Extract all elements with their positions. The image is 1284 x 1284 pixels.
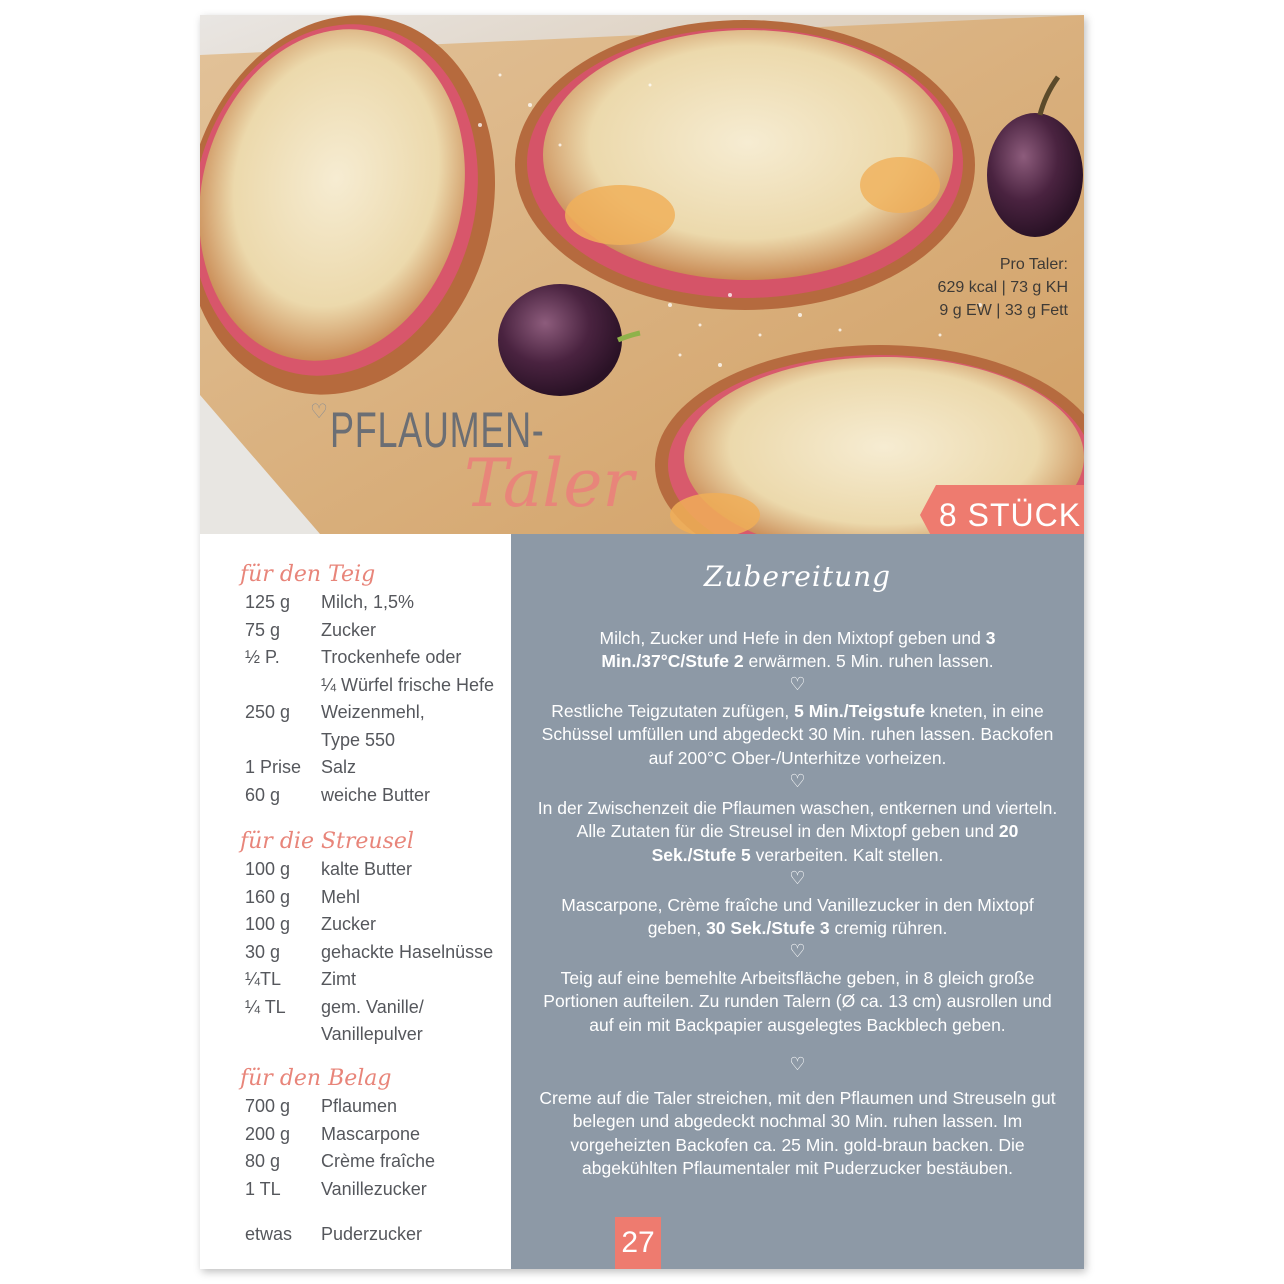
step-setting: 20 Sek./Stufe 5: [651, 821, 1019, 865]
ingredient-group-heading: für die Streusel: [240, 829, 414, 854]
ingredient-name: gehackte Haselnüsse: [321, 941, 494, 962]
ingredient-row: [245, 1176, 427, 1204]
ingredient-row: [245, 1148, 435, 1176]
ingredient-row: [245, 1093, 397, 1121]
step-text: Mascarpone, Crème fraîche und Vanillezucker in den Mixtopf geben,: [561, 895, 1034, 939]
ingredient-amount: 1 Prise: [245, 757, 302, 777]
ingredient-row: [245, 1221, 422, 1249]
ingredient-amount: 75 g: [245, 619, 281, 640]
ingredient-name: Trockenhefe oder: [321, 647, 462, 667]
step-text: In der Zwischenzeit die Pflaumen waschen, entkernen und vierteln. Alle Zutaten für die Streusel in den Mixtopf geben und: [537, 798, 1058, 842]
preparation-title: Zubereitung: [703, 560, 892, 593]
ingredient-row: [245, 911, 376, 939]
step-text: Teig auf eine bemehlte Arbeitsfläche geben, in 8 gleich große Portionen aufteilen. Zu runden Talern (Ø ca. 13 cm) ausrollen und auf ein mit Backpapier ausgelegtes Backblech geben.: [543, 968, 1052, 1035]
step-setting: 3 Min./37°C/Stufe 2: [601, 628, 996, 672]
ingredient-row: [245, 884, 360, 912]
ingredient-amount: 200 g: [245, 1123, 291, 1144]
ingredient-row: [245, 672, 494, 700]
step-text: kneten, in eine Schüssel umfüllen und abgedeckt 30 Min. ruhen lassen. Backofen auf 200°C Ober-/Unterhitze vorheizen.: [541, 701, 1054, 768]
ingredient-name: kalte Butter: [321, 859, 413, 879]
step-text: Milch, Zucker und Hefe in den Mixtopf geben und: [599, 628, 986, 648]
ingredient-amount: 250 g: [245, 702, 291, 722]
yield-badge: 8 STÜCK: [936, 485, 1084, 534]
ingredient-name: Zimt: [321, 969, 356, 989]
ingredient-name: gem. Vanille/: [321, 996, 424, 1017]
ingredient-row: [245, 617, 376, 645]
preparation-step: [535, 627, 1060, 674]
ingredient-amount: 100 g: [245, 859, 291, 879]
ingredient-row: [245, 644, 461, 672]
step-text: Restliche Teigzutaten zufügen,: [551, 701, 795, 721]
ingredient-row: [245, 589, 414, 617]
ingredient-name: Mehl: [321, 886, 361, 907]
ingredient-amount: 700 g: [245, 1096, 291, 1116]
ingredient-row: [245, 1121, 420, 1149]
ingredient-amount: 160 g: [245, 886, 291, 907]
ingredient-row: [245, 699, 425, 727]
heart-separator-icon: ♡: [789, 674, 806, 694]
step-setting: 30 Sek./Stufe 3: [706, 918, 830, 939]
step-text: cremig rühren.: [829, 918, 948, 939]
heart-icon: ♡: [310, 399, 328, 423]
page-number: 27: [615, 1217, 661, 1269]
ingredient-name: Zucker: [321, 619, 377, 640]
ingredient-amount: 100 g: [245, 914, 291, 934]
ingredient-amount: ½ P.: [245, 647, 280, 667]
ingredient-amount: 60 g: [245, 784, 281, 805]
recipe-photo: [200, 15, 1084, 534]
ingredient-row: [245, 994, 424, 1022]
ingredient-name: Salz: [321, 757, 357, 777]
nutrition-line: Pro Taler:: [999, 256, 1068, 273]
step-setting: 5 Min./Teigstufe: [794, 701, 926, 721]
nutrition-info: [938, 253, 1068, 322]
recipe-page: [200, 15, 1084, 1269]
ingredient-row: [245, 754, 356, 782]
ingredient-row: [245, 856, 412, 884]
heart-separator-icon: ♡: [789, 1054, 806, 1074]
ingredient-row: [245, 966, 356, 994]
preparation-step: [535, 967, 1060, 1037]
ingredient-amount: 125 g: [245, 592, 291, 612]
ingredient-name: Milch, 1,5%: [321, 592, 415, 612]
ingredient-amount: 80 g: [245, 1151, 281, 1171]
ingredient-name: weiche Butter: [321, 784, 431, 805]
ingredient-row: [245, 727, 395, 755]
recipe-title-line1: PFLAUMEN-: [330, 402, 545, 458]
ingredient-name: ¼ Würfel frische Hefe: [321, 674, 495, 695]
recipe-title-line2: Taler: [464, 445, 634, 522]
ingredient-name: Zucker: [321, 914, 377, 934]
preparation-step: [535, 700, 1060, 770]
ingredient-name: Type 550: [321, 729, 396, 750]
ingredient-row: [245, 1021, 423, 1049]
preparation-step: [535, 797, 1060, 867]
step-text: Creme auf die Taler streichen, mit den Pflaumen und Streuseln gut belegen und abgedeckt nochmal 30 Min. ruhen lassen. Im vorgeheizten Backofen ca. 25 Min. gold-braun backen. Die abgekühlten Pflaumentaler mit Puderzucker bestäuben.: [539, 1088, 1056, 1178]
ingredient-amount: ¼ TL: [245, 996, 286, 1017]
heart-separator-icon: ♡: [789, 941, 806, 961]
ingredient-group-heading: für den Teig: [240, 562, 376, 587]
ingredient-row: [245, 782, 430, 810]
ingredient-amount: 1 TL: [245, 1178, 281, 1199]
preparation-step: [535, 894, 1060, 941]
heart-separator-icon: ♡: [789, 868, 806, 888]
ingredients-column: [200, 534, 511, 1269]
ingredient-amount: 30 g: [245, 941, 281, 962]
ingredient-name: Pflaumen: [321, 1096, 398, 1116]
ingredient-name: Mascarpone: [321, 1123, 421, 1144]
heart-separator-icon: ♡: [789, 771, 806, 791]
preparation-step: [535, 1087, 1060, 1180]
ingredient-name: Vanillepulver: [321, 1024, 423, 1044]
step-text: verarbeiten. Kalt stellen.: [750, 844, 944, 865]
ingredient-name: Puderzucker: [321, 1224, 423, 1244]
step-text: erwärmen. 5 Min. ruhen lassen.: [743, 651, 994, 672]
ingredient-amount: ¼TL: [245, 969, 282, 989]
ingredient-name: Vanillezucker: [321, 1178, 427, 1199]
ingredient-name: Crème fraîche: [321, 1151, 436, 1171]
badge-fold: [920, 485, 936, 534]
ingredient-row: [245, 939, 493, 967]
nutrition-line: 9 g EW | 33 g Fett: [939, 302, 1068, 319]
ingredient-amount: etwas: [245, 1224, 293, 1244]
ingredient-group-heading: für den Belag: [240, 1066, 392, 1091]
ingredient-name: Weizenmehl,: [321, 702, 425, 722]
nutrition-line: 629 kcal | 73 g KH: [937, 279, 1068, 296]
preparation-column: [511, 534, 1084, 1269]
